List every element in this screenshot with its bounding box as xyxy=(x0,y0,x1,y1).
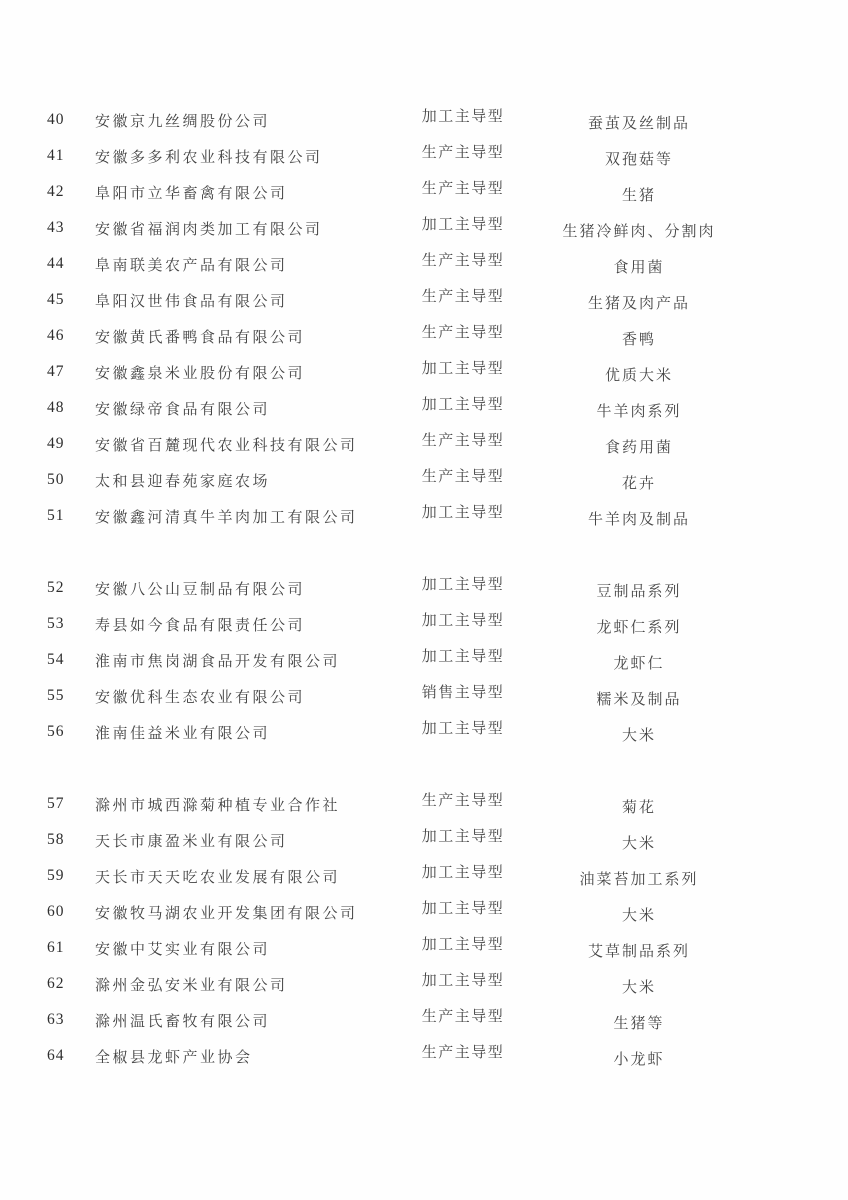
table-row xyxy=(0,678,848,714)
product-name: 菊花 xyxy=(621,799,656,816)
lead-type: 生产主导型 xyxy=(421,432,505,449)
product-name: 蚕茧及丝制品 xyxy=(587,115,690,132)
row-number: 54 xyxy=(47,651,65,668)
product-name: 生猪及肉产品 xyxy=(587,295,690,312)
lead-type: 生产主导型 xyxy=(421,324,505,341)
row-number: 49 xyxy=(47,435,65,452)
table-row xyxy=(0,282,848,318)
table-row xyxy=(0,966,848,1002)
product-name: 大米 xyxy=(621,907,656,924)
lead-type: 生产主导型 xyxy=(421,144,505,161)
row-number: 60 xyxy=(47,903,65,920)
product-name: 大米 xyxy=(621,727,656,744)
product-name: 花卉 xyxy=(621,475,656,492)
lead-type: 加工主导型 xyxy=(421,864,505,881)
row-number: 46 xyxy=(47,327,65,344)
lead-type: 生产主导型 xyxy=(421,1008,505,1025)
company-name: 阜阳市立华畜禽有限公司 xyxy=(95,185,288,202)
company-name: 滁州温氏畜牧有限公司 xyxy=(95,1013,271,1030)
product-name: 大米 xyxy=(621,979,656,996)
row-number: 63 xyxy=(47,1011,65,1028)
row-group xyxy=(0,102,848,534)
row-number: 55 xyxy=(47,687,65,704)
company-name: 安徽鑫河清真牛羊肉加工有限公司 xyxy=(95,509,358,526)
table-row xyxy=(0,138,848,174)
lead-type: 加工主导型 xyxy=(421,216,505,233)
product-name: 食药用菌 xyxy=(604,439,673,456)
lead-type: 生产主导型 xyxy=(421,180,505,197)
company-name: 安徽鑫泉米业股份有限公司 xyxy=(95,365,306,382)
product-name: 生猪 xyxy=(621,187,656,204)
product-name: 食用菌 xyxy=(613,259,665,276)
company-name: 安徽优科生态农业有限公司 xyxy=(95,689,306,706)
table-row xyxy=(0,318,848,354)
row-number: 61 xyxy=(47,939,65,956)
table-row xyxy=(0,786,848,822)
row-number: 43 xyxy=(47,219,65,236)
row-number: 62 xyxy=(47,975,65,992)
table-row xyxy=(0,570,848,606)
company-name: 淮南佳益米业有限公司 xyxy=(95,725,271,742)
lead-type: 生产主导型 xyxy=(421,288,505,305)
company-name: 天长市天天吃农业发展有限公司 xyxy=(95,869,341,886)
product-name: 糯米及制品 xyxy=(596,691,682,708)
product-name: 牛羊肉系列 xyxy=(596,403,682,420)
row-number: 50 xyxy=(47,471,65,488)
company-table xyxy=(0,102,848,1074)
product-name: 生猪等 xyxy=(613,1015,665,1032)
table-row xyxy=(0,462,848,498)
row-number: 40 xyxy=(47,111,65,128)
row-group xyxy=(0,786,848,1074)
table-row xyxy=(0,606,848,642)
row-number: 56 xyxy=(47,723,65,740)
company-name: 安徽省福润肉类加工有限公司 xyxy=(95,221,323,238)
product-name: 双孢菇等 xyxy=(604,151,673,168)
table-row xyxy=(0,894,848,930)
lead-type: 加工主导型 xyxy=(421,612,505,629)
row-number: 48 xyxy=(47,399,65,416)
company-name: 阜南联美农产品有限公司 xyxy=(95,257,288,274)
row-number: 64 xyxy=(47,1047,65,1064)
company-name: 安徽八公山豆制品有限公司 xyxy=(95,581,306,598)
row-number: 58 xyxy=(47,831,65,848)
company-name: 安徽牧马湖农业开发集团有限公司 xyxy=(95,905,358,922)
lead-type: 销售主导型 xyxy=(421,684,505,701)
row-number: 53 xyxy=(47,615,65,632)
company-name: 安徽绿帝食品有限公司 xyxy=(95,401,271,418)
product-name: 豆制品系列 xyxy=(596,583,682,600)
company-name: 安徽省百麓现代农业科技有限公司 xyxy=(95,437,358,454)
company-name: 安徽黄氏番鸭食品有限公司 xyxy=(95,329,306,346)
row-number: 57 xyxy=(47,795,65,812)
table-row xyxy=(0,642,848,678)
table-row xyxy=(0,930,848,966)
company-name: 淮南市焦岗湖食品开发有限公司 xyxy=(95,653,341,670)
product-name: 牛羊肉及制品 xyxy=(587,511,690,528)
table-row xyxy=(0,390,848,426)
table-row xyxy=(0,714,848,750)
lead-type: 加工主导型 xyxy=(421,360,505,377)
table-row xyxy=(0,1002,848,1038)
product-name: 香鸭 xyxy=(621,331,656,348)
product-name: 生猪冷鲜肉、分割肉 xyxy=(562,223,716,240)
table-row xyxy=(0,210,848,246)
company-name: 安徽多多利农业科技有限公司 xyxy=(95,149,323,166)
company-name: 阜阳汉世伟食品有限公司 xyxy=(95,293,288,310)
lead-type: 加工主导型 xyxy=(421,504,505,521)
table-row xyxy=(0,858,848,894)
row-number: 47 xyxy=(47,363,65,380)
company-name: 安徽京九丝绸股份公司 xyxy=(95,113,271,130)
lead-type: 加工主导型 xyxy=(421,936,505,953)
lead-type: 加工主导型 xyxy=(421,576,505,593)
row-number: 51 xyxy=(47,507,65,524)
row-number: 41 xyxy=(47,147,65,164)
lead-type: 加工主导型 xyxy=(421,720,505,737)
product-name: 龙虾仁系列 xyxy=(596,619,682,636)
table-row xyxy=(0,822,848,858)
table-row xyxy=(0,498,848,534)
lead-type: 加工主导型 xyxy=(421,828,505,845)
company-name: 滁州金弘安米业有限公司 xyxy=(95,977,288,994)
product-name: 大米 xyxy=(621,835,656,852)
table-row xyxy=(0,246,848,282)
company-name: 寿县如今食品有限责任公司 xyxy=(95,617,306,634)
table-row xyxy=(0,102,848,138)
company-name: 天长市康盈米业有限公司 xyxy=(95,833,288,850)
table-row xyxy=(0,174,848,210)
row-number: 45 xyxy=(47,291,65,308)
product-name: 油菜苔加工系列 xyxy=(579,871,699,888)
lead-type: 加工主导型 xyxy=(421,900,505,917)
table-row xyxy=(0,1038,848,1074)
lead-type: 加工主导型 xyxy=(421,108,505,125)
company-name: 太和县迎春苑家庭农场 xyxy=(95,473,271,490)
lead-type: 生产主导型 xyxy=(421,252,505,269)
product-name: 小龙虾 xyxy=(613,1051,665,1068)
company-name: 滁州市城西滁菊种植专业合作社 xyxy=(95,797,341,814)
row-group xyxy=(0,570,848,750)
company-name: 安徽中艾实业有限公司 xyxy=(95,941,271,958)
lead-type: 加工主导型 xyxy=(421,972,505,989)
row-number: 52 xyxy=(47,579,65,596)
product-name: 艾草制品系列 xyxy=(587,943,690,960)
lead-type: 生产主导型 xyxy=(421,468,505,485)
row-number: 42 xyxy=(47,183,65,200)
lead-type: 加工主导型 xyxy=(421,396,505,413)
table-row xyxy=(0,354,848,390)
lead-type: 生产主导型 xyxy=(421,792,505,809)
table-row xyxy=(0,426,848,462)
lead-type: 加工主导型 xyxy=(421,648,505,665)
lead-type: 生产主导型 xyxy=(421,1044,505,1061)
company-name: 全椒县龙虾产业协会 xyxy=(95,1049,253,1066)
product-name: 龙虾仁 xyxy=(613,655,665,672)
product-name: 优质大米 xyxy=(604,367,673,384)
row-number: 44 xyxy=(47,255,65,272)
row-number: 59 xyxy=(47,867,65,884)
